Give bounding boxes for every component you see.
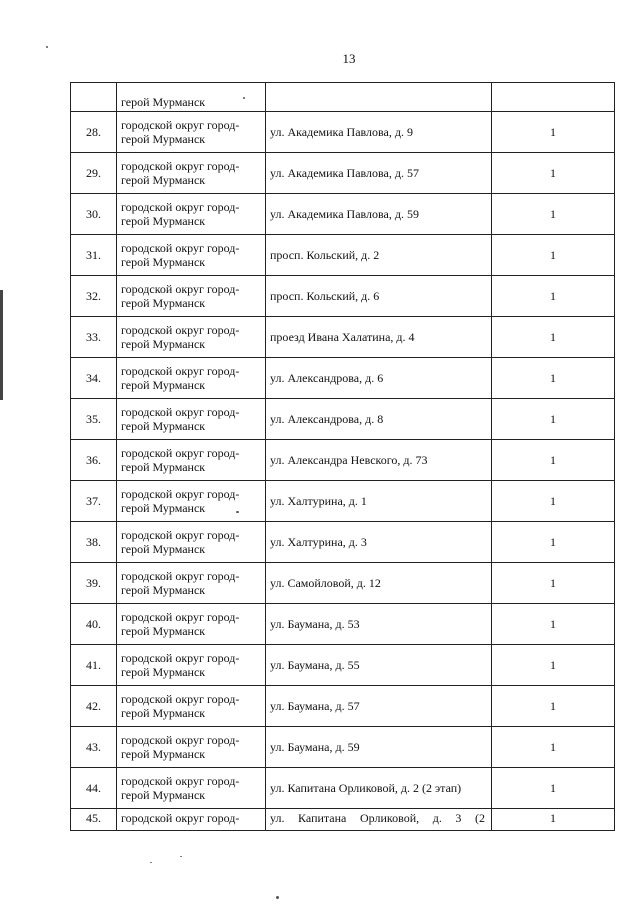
quantity-cell: 1 [492,604,615,645]
quantity-cell: 1 [492,645,615,686]
address-cell: ул. Академика Павлова, д. 9 [266,112,492,153]
quantity-cell: 1 [492,399,615,440]
page-number: 13 [342,51,356,66]
address-cell: проезд Ивана Халатина, д. 4 [266,317,492,358]
row-number-cell: 39. [71,563,117,604]
municipality-cell: городской округ город- [117,809,266,831]
quantity-cell: 1 [492,563,615,604]
municipality-cell: городской округ город-герой Мурманск [117,153,266,194]
quantity-cell: 1 [492,686,615,727]
quantity-cell: 1 [492,768,615,809]
quantity-cell [492,83,615,112]
scan-speck [276,896,279,899]
municipality-cell: городской округ город-герой Мурманск [117,727,266,768]
scan-speck [180,856,182,857]
row-number-cell: 38. [71,522,117,563]
address-cell [266,83,492,112]
row-number-cell: 43. [71,727,117,768]
row-number-cell: 37. [71,481,117,522]
municipality-cell: городской округ город-герой Мурманск [117,358,266,399]
address-cell: ул. Баумана, д. 57 [266,686,492,727]
scan-speck [236,511,239,513]
quantity-cell: 1 [492,317,615,358]
municipality-cell: городской округ город-герой Мурманск [117,522,266,563]
row-number-cell: 30. [71,194,117,235]
table-row-continued [71,83,615,112]
row-number-cell: 33. [71,317,117,358]
row-number-cell: 32. [71,276,117,317]
address-cell: ул. Баумана, д. 55 [266,645,492,686]
municipality-cell: городской округ город-герой Мурманск [117,440,266,481]
table-row [71,276,615,317]
table-row [71,604,615,645]
row-number-cell: 40. [71,604,117,645]
quantity-cell: 1 [492,809,615,831]
municipality-cell: городской округ город-герой Мурманск [117,604,266,645]
quantity-cell: 1 [492,112,615,153]
municipality-cell: городской округ город-герой Мурманск [117,276,266,317]
row-number-cell: 42. [71,686,117,727]
table-body-last [71,809,615,831]
municipality-cell: городской округ город-герой Мурманск [117,481,266,522]
address-cell: ул. Самойловой, д. 12 [266,563,492,604]
municipality-cell: городской округ город-герой Мурманск [117,194,266,235]
address-cell: ул. Капитана Орликовой, д. 2 (2 этап) [266,768,492,809]
table-row [71,727,615,768]
quantity-cell: 1 [492,276,615,317]
row-number-cell: 36. [71,440,117,481]
address-cell: ул. Академика Павлова, д. 57 [266,153,492,194]
address-cell: ул. Александра Невского, д. 73 [266,440,492,481]
scan-edge-mark [0,290,3,400]
table-row [71,112,615,153]
municipality-cell: городской округ город-герой Мурманск [117,235,266,276]
row-number-cell: 44. [71,768,117,809]
address-cell: ул. Халтурина, д. 1 [266,481,492,522]
address-cell: ул. Александрова, д. 8 [266,399,492,440]
quantity-cell: 1 [492,235,615,276]
table-row [71,194,615,235]
row-number-cell: 28. [71,112,117,153]
table-row [71,768,615,809]
table-row [71,481,615,522]
row-number-cell: 41. [71,645,117,686]
address-cell: ул. Капитана Орликовой, д. 3 (2 [266,809,492,831]
table-row [71,522,615,563]
scan-speck [150,862,152,863]
municipality-cell: городской округ город-герой Мурманск [117,399,266,440]
municipality-cell: городской округ город-герой Мурманск [117,645,266,686]
table-row [71,563,615,604]
municipality-cell: городской округ город-герой Мурманск [117,317,266,358]
row-number-cell: 29. [71,153,117,194]
table-row-last [71,809,615,831]
row-number-cell: 35. [71,399,117,440]
quantity-cell: 1 [492,440,615,481]
municipality-cell: городской округ город-герой Мурманск [117,686,266,727]
row-number-cell: 31. [71,235,117,276]
table-row [71,317,615,358]
municipality-cell: городской округ город-герой Мурманск [117,563,266,604]
quantity-cell: 1 [492,153,615,194]
address-cell: ул. Баумана, д. 59 [266,727,492,768]
address-cell: ул. Александрова, д. 6 [266,358,492,399]
table-row [71,440,615,481]
table-row [71,645,615,686]
table-row [71,153,615,194]
row-number-cell: 45. [71,809,117,831]
municipality-cell: городской округ город-герой Мурманск [117,768,266,809]
quantity-cell: 1 [492,522,615,563]
quantity-cell: 1 [492,481,615,522]
quantity-cell: 1 [492,194,615,235]
address-cell: просп. Кольский, д. 6 [266,276,492,317]
municipality-cell: герой Мурманск [117,83,266,112]
quantity-cell: 1 [492,727,615,768]
address-cell: ул. Академика Павлова, д. 59 [266,194,492,235]
address-cell: ул. Баумана, д. 53 [266,604,492,645]
quantity-cell: 1 [492,358,615,399]
table-row [71,686,615,727]
scan-speck [46,46,48,48]
address-cell: ул. Халтурина, д. 3 [266,522,492,563]
table-row [71,399,615,440]
scan-speck [243,97,245,99]
address-cell: просп. Кольский, д. 2 [266,235,492,276]
address-table [70,82,615,831]
table-row [71,358,615,399]
row-number-cell [71,83,117,112]
municipality-cell: городской округ город-герой Мурманск [117,112,266,153]
row-number-cell: 34. [71,358,117,399]
table-body [71,83,615,809]
table-row [71,235,615,276]
